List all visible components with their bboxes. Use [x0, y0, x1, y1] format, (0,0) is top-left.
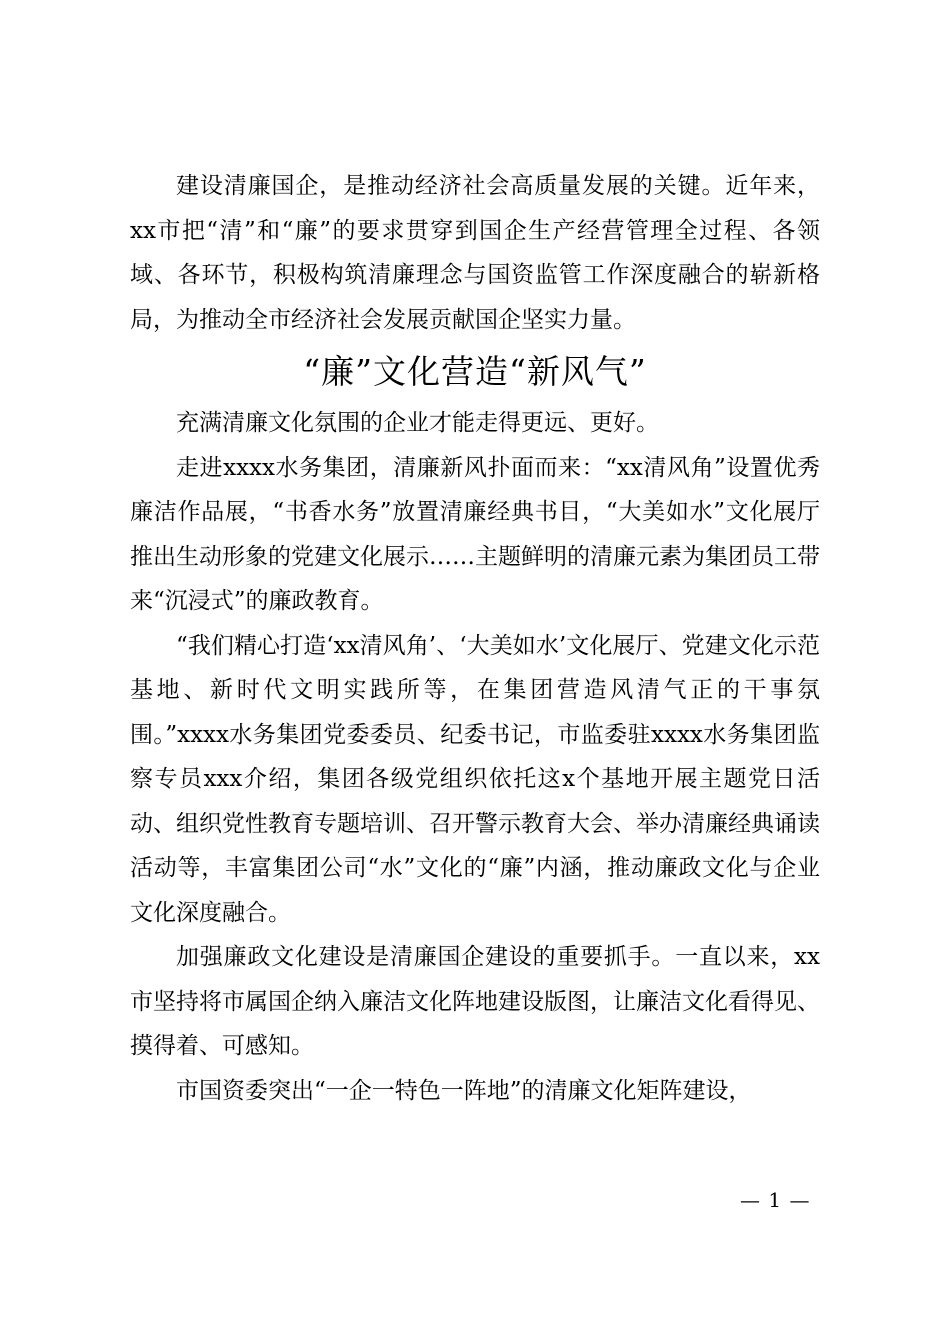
intro-paragraph: 建设清廉国企，是推动经济社会高质量发展的关键。近年来，xx市把“清”和“廉”的要求贯穿到国企生产经营管理全过程、各领域、各环节，积极构筑清廉理念与国资监管工作深度融合的崭新格局，为推动全市经济社会发展贡献国企坚实力量。 — [130, 173, 820, 333]
paragraph: 加强廉政文化建设是清廉国企建设的重要抓手。一直以来，xx市坚持将市属国企纳入廉洁文化阵地建设版图，让廉洁文化看得见、摸得着、可感知。 — [130, 944, 820, 1059]
paragraph: 走进xxxx水务集团，清廉新风扑面而来：“xx清风角”设置优秀廉洁作品展，“书香水务”放置清廉经典书目，“大美如水”文化展厅推出生动形象的党建文化展示……主题鲜明的清廉元素为集团员工带来“沉浸式”的廉政教育。 — [130, 454, 820, 614]
paragraph: 市国资委突出“一企一特色一阵地”的清廉文化矩阵建设， — [176, 1077, 752, 1104]
document-body — [130, 164, 820, 1113]
paragraph: “我们精心打造‘xx清风角’、‘大美如水’文化展厅、党建文化示范基地、新时代文明实践所等，在集团营造风清气正的干事氛围。”xxxx水务集团党委委员、纪委书记，市监委驻xxxx水务集团监察专员xxx介绍，集团各级党组织依托这x个基地开展主题党日活动、组织党性教育专题培训、召开警示教育大会、举办清廉经典诵读活动等，丰富集团公司“水”文化的“廉”内涵，推动廉政文化与企业文化深度融合。 — [130, 632, 820, 926]
paragraph: 充满清廉文化氛围的企业才能走得更远、更好。 — [176, 410, 659, 436]
page-number: — 1 — — [740, 1188, 811, 1212]
section-heading: “廉”文化营造“新风气” — [303, 352, 647, 391]
